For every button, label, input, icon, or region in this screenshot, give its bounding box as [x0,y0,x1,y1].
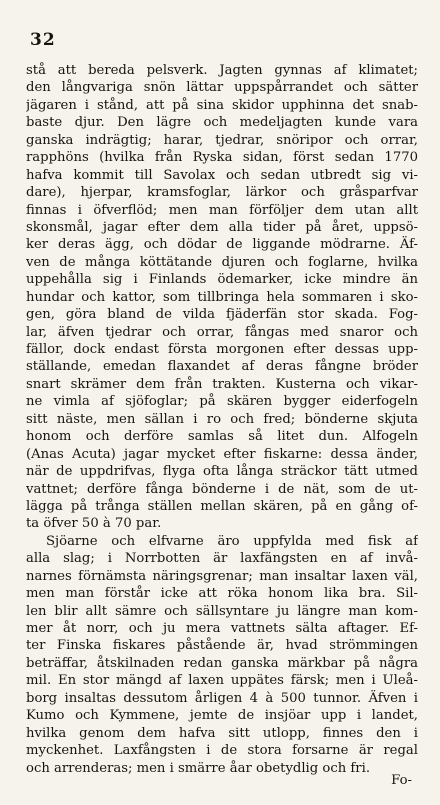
text-line: ker deras ägg, och dödar de liggande mödrarne. Äf- [26,237,418,253]
text-line: baste djur. Den lägre och medeljagten kunde vara [26,115,418,131]
text-line: skonsmål, jagar efter dem alla tider på året, uppsö- [26,219,418,235]
text-line: alla slag; i Norrbotten är laxfängsten en af invå- [26,551,418,567]
text-line: gen, göra bland de vilda fjäderfän stor skada. Fog- [26,307,418,323]
text-line: beträffar, åtskilnaden redan ganska märkbar på några [26,655,418,671]
text-line: stå att bereda pelsverk. Jagten gynnas af klimatet; [26,63,418,78]
text-line: ställande, emedan flaxandet af deras fångne bröder [26,359,418,375]
text-line: rapphöns (hvilka från Ryska sidan, först sedan 1770 [26,150,418,166]
text-line: hundar och kattor, som tillbringa hela sommaren i sko- [26,289,418,305]
text-line: dare), hjerpar, kramsfoglar, lärkor och gråsparfvar [26,185,418,201]
text-line: mer åt norr, och ju mera vattnets sälta aftager. Ef- [26,621,418,636]
text-line: ven de många köttätande djuren och foglarne, hvilka [26,254,418,270]
text-line: jägaren i stånd, att på sina skidor upphinna det snab- [26,97,418,113]
text-line: (Anas Acuta) jagar mycket efter fiskarne: dessa änder, [26,446,418,462]
text-line: men man förstår icke att röka honom lika bra. Sil- [26,586,418,602]
text-line: snart skrämer dem från trakten. Kusterna och vikar- [26,376,418,392]
text-line: ta öfver 50 à 70 par. [26,516,162,532]
page-number: 32 [30,30,56,50]
text-line: den långvariga snön lättar uppspårrandet och sätter [26,80,418,96]
text-line: hafva kommit till Savolax och sedan utbredt sig vi- [26,167,418,183]
text-line: ganska indrägtig; harar, tjedrar, snöripor och orrar, [26,132,418,148]
text-line: hvilka genom dem hafva sitt utlopp, finnes den i [26,725,418,741]
text-line: vattnet; derföre fånga bönderne i de nät, som de ut- [26,481,418,497]
text-line: uppehålla sig i Finlands ödemarker, icke mindre än [26,272,418,288]
text-line: lägga på trånga ställen mellan skären, på en gång of- [26,498,418,514]
text-line: borg insaltas dessutom årligen 4 à 500 tunnor. Äfven i [26,690,418,706]
text-line: finnas i öfverflöd; men man förföljer dem utan allt [26,202,418,218]
text-line: lar, äfven tjedrar och orrar, fångas med snaror och [26,324,418,340]
text-line: myckenhet. Laxfångsten i de stora forsarne är regal [26,743,418,759]
text-line: ne vimla af sjöfoglar; på skären bygger eiderfogeln [26,394,418,410]
body-text [26,62,418,777]
text-line: len blir allt sämre och sällsyntare ju längre man kom- [26,603,418,619]
catchword: Fo- [391,773,412,788]
text-line: mil. En stor mängd af laxen uppätes färsk; men i Uleå- [26,673,418,689]
text-line: Kumo och Kymmene, jemte de insjöar upp i landet, [26,708,418,724]
text-line: honom och derföre samlas så litet dun. Alfogeln [26,429,418,445]
text-line: Sjöarne och elfvarne äro uppfylda med fisk af [46,533,418,549]
text-line: narnes förnämsta näringsgrenar; man insaltar laxen väl, [26,568,418,584]
text-line: sitt näste, men sällan i ro och fred; bönderne skjuta [26,411,418,427]
text-line: och arrenderas; men i smärre åar obetydlig och fri. [26,760,371,776]
text-line: ter Finska fiskares påstående är, hvad strömmingen [26,638,418,654]
text-line: när de uppdrifvas, flyga ofta långa sträckor tätt utmed [26,464,418,480]
text-line: fällor, dock endast första morgonen efter dessas upp- [26,342,418,357]
